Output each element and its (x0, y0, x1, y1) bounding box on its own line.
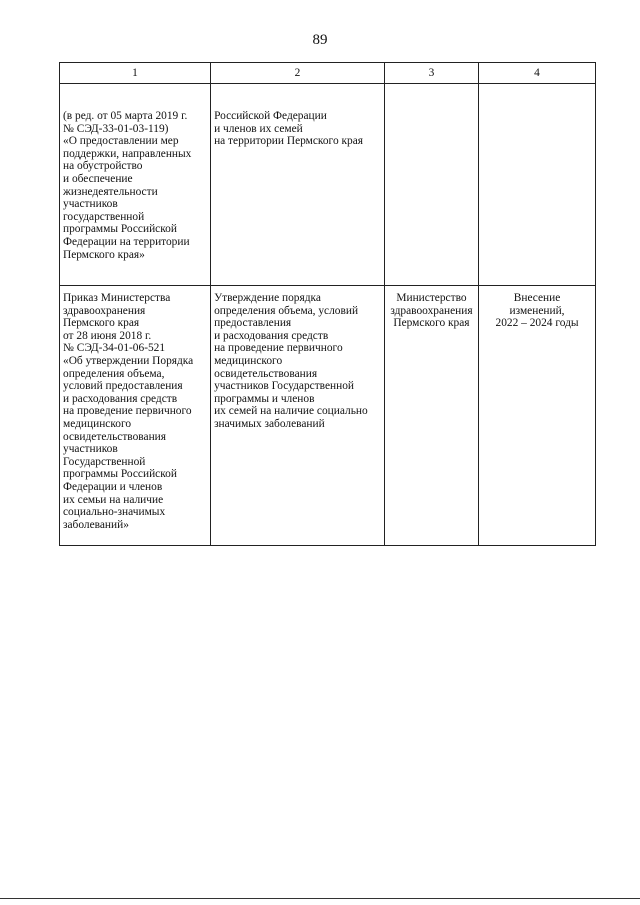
table-cell-action: Внесение изменений, 2022 – 2024 годы (479, 286, 596, 546)
table-header-cell: 3 (384, 63, 478, 84)
page-number: 89 (312, 32, 328, 48)
document-table (59, 62, 596, 546)
table-header-row (60, 63, 596, 84)
table-row (60, 286, 596, 546)
table-cell-purpose: Российской Федерации и членов их семей на территории Пермского края (211, 84, 385, 286)
table-cell-responsible: Министерство здравоохранения Пермского края (384, 286, 478, 546)
table-cell-responsible (384, 84, 478, 286)
table-cell-purpose: Утверждение порядка определения объема, условий предоставления и расходования средств на проведение первичного медицинского освидетельствования участников Государственной программы и членов их семей на наличие социально значимых заболеваний (211, 286, 385, 546)
table-header-cell: 1 (60, 63, 211, 84)
table-cell-action (479, 84, 596, 286)
table-cell-document: Приказ Министерства здравоохранения Пермского края от 28 июня 2018 г. № СЭД-34-01-06-521 «Об утверждении Порядка определения объема, условий предоставления и расходования средств на проведение первичного медицинского освидетельствования участников Государственной программы Российской Федерации и членов их семьи на наличие социально-значимых заболеваний» (60, 286, 211, 546)
table-header-cell: 2 (211, 63, 385, 84)
scan-edge-line (0, 898, 640, 899)
table-header-cell: 4 (479, 63, 596, 84)
table-row (60, 84, 596, 286)
table-cell-document: (в ред. от 05 марта 2019 г. № СЭД-33-01-03-119) «О предоставлении мер поддержки, направленных на обустройство и обеспечение жизнедеятельности участников государственной программы Российской Федерации на территории Пермского края» (60, 84, 211, 286)
